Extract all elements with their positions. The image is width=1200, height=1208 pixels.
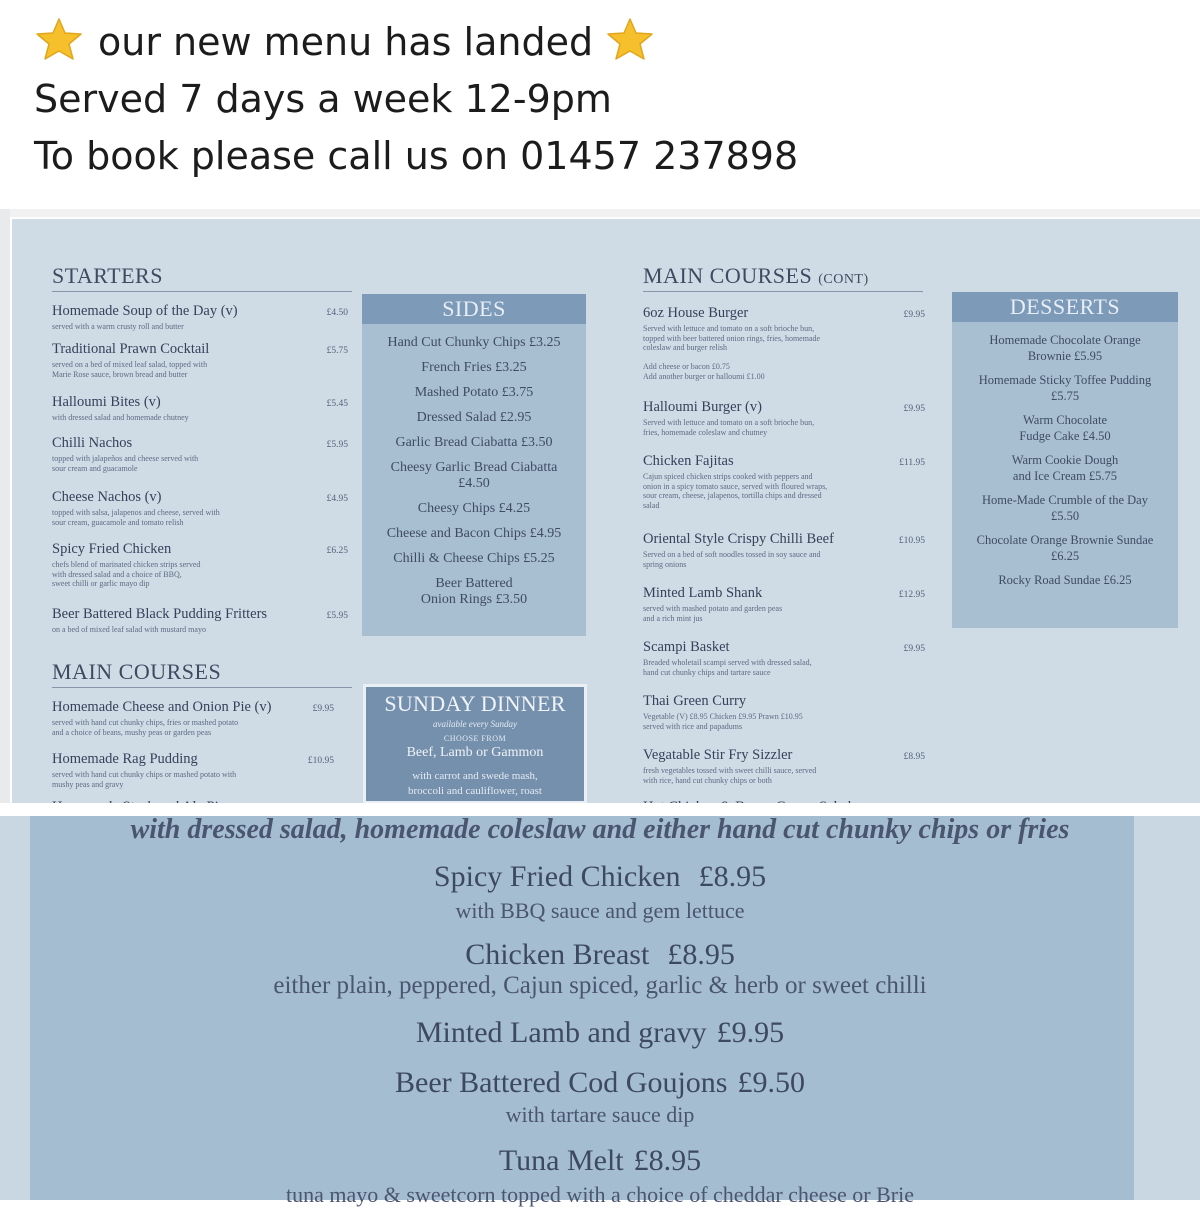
- dessert-item: Home-Made Crumble of the Day £5.50: [982, 493, 1148, 523]
- side-item: Chilli & Cheese Chips £5.25: [393, 550, 555, 566]
- starter-item: Homemade Soup of the Day (v) £4.50 served with a warm crusty roll and butter: [52, 303, 348, 331]
- menu-photo[interactable]: [0, 209, 1200, 803]
- starter-item: Traditional Prawn Cocktail £5.75 served on a bed of mixed leaf salad, topped with Marie Rose sauce, brown bread and butter: [52, 341, 348, 379]
- sunday-dinner-options: Beef, Lamb or Gammon: [406, 745, 544, 760]
- side-item: Mashed Potato £3.75: [414, 384, 534, 400]
- sunday-dinner-availability: available every Sunday: [433, 719, 517, 729]
- caption-headline: our new menu has landed: [98, 20, 594, 64]
- menu-board: [12, 219, 1200, 803]
- side-item: Beer Battered Onion Rings £3.50: [420, 575, 528, 607]
- dessert-item: Homemade Chocolate Orange Brownie £5.95: [989, 333, 1141, 363]
- starter-item: Cheese Nachos (v) £4.95 topped with salsa, jalapenos and cheese, served with sour cream, guacamole and tomato relish: [52, 489, 348, 527]
- main-course-item: Oriental Style Crispy Chilli Beef £10.95 Served on a bed of soft noodles tossed in soy sauce and spring onions: [643, 531, 925, 569]
- caption-line-1: [34, 14, 1174, 71]
- dessert-item: Warm Chocolate Fudge Cake £4.50: [1019, 413, 1111, 443]
- main-courses-cont-heading: MAIN COURSES (CONT): [643, 263, 869, 288]
- main-course-item: Minted Lamb Shank £12.95 served with mashed potato and garden peas and a rich mint jus: [643, 585, 925, 623]
- special-item-name: Minted Lamb and gravy £9.95: [415, 1016, 785, 1049]
- sunday-dinner-heading: SUNDAY DINNER: [384, 691, 566, 716]
- sunday-dinner-choose: CHOOSE FROM: [443, 734, 507, 743]
- specials-photo[interactable]: [0, 814, 1200, 1207]
- sunday-dinner-panel: [363, 684, 587, 804]
- main-course-item: Scampi Basket £9.95 Breaded wholetail scampi served with dressed salad, hand cut chunky chips and tartare sauce: [643, 639, 925, 677]
- special-item-desc: tuna mayo & sweetcorn topped with a choice of cheddar cheese or Brie: [286, 1182, 914, 1207]
- side-item: Cheesy Garlic Bread Ciabatta £4.50: [390, 459, 558, 491]
- sides-panel: [362, 294, 586, 636]
- dessert-item: Warm Cookie Dough and Ice Cream £5.75: [1011, 453, 1119, 483]
- desserts-list: [952, 328, 1178, 592]
- main-course-item: Homemade Rag Pudding £10.95 served with hand cut chunky chips or mashed potato with mushy peas and gravy: [52, 751, 334, 789]
- main-course-item: Thai Green Curry Vegetable (V) £8.95 Chicken £9.95 Prawn £10.95 served with rice and papadums: [643, 693, 803, 731]
- main-course-item: Halloumi Burger (v) £9.95 Served with lettuce and tomato on a soft brioche bun, fries, homemade coleslaw and chutney: [643, 399, 925, 437]
- dessert-item: Homemade Sticky Toffee Pudding £5.75: [978, 373, 1152, 403]
- side-item: Garlic Bread Ciabatta £3.50: [395, 434, 553, 450]
- side-item: Cheese and Bacon Chips £4.95: [386, 525, 562, 541]
- desserts-heading: DESSERTS: [952, 292, 1178, 322]
- desserts-panel: [952, 292, 1178, 628]
- dessert-item: Chocolate Orange Brownie Sundae £6.25: [976, 533, 1154, 563]
- main-course-item: 6oz House Burger £9.95 Served with lettuce and tomato on a soft brioche bun, topped with beer battered onion rings, fries, homemade coleslaw and burger relish Add cheese or bacon £0.75 Add another burger or halloumi £1.00: [643, 305, 925, 381]
- sunday-dinner-accompaniments: with carrot and swede mash, broccoli and cauliflower, roast: [408, 770, 542, 797]
- special-item-name: Tuna Melt £8.95: [498, 1144, 702, 1177]
- side-item: Cheesy Chips £4.25: [417, 500, 531, 516]
- specials-intro: with dressed salad, homemade coleslaw and either hand cut chunky chips or fries: [130, 814, 1070, 845]
- special-item-desc: with tartare sauce dip: [505, 1102, 695, 1127]
- starter-item: Chilli Nachos £5.95 topped with jalapeños and cheese served with sour cream and guacamole: [52, 435, 348, 473]
- main-course-item: Homemade Cheese and Onion Pie (v) £9.95 served with hand cut chunky chips, fries or mashed potato and a choice of beans, mushy peas or garden peas: [52, 699, 334, 737]
- caption-hours: Served 7 days a week 12-9pm: [34, 77, 612, 121]
- special-item-name: Chicken Breast £8.95: [465, 938, 735, 971]
- photo-edge: [0, 209, 1200, 217]
- star-icon: [34, 17, 84, 61]
- main-courses-heading: MAIN COURSES: [52, 659, 222, 684]
- starters-heading: STARTERS: [52, 263, 163, 288]
- sides-list: [362, 330, 586, 612]
- main-courses-cont-rule: [643, 291, 923, 292]
- starters-rule: [52, 291, 352, 292]
- special-item-name: Beer Battered Cod Goujons £9.50: [395, 1066, 805, 1099]
- starter-item: Halloumi Bites (v) £5.45 with dressed salad and homemade chutney: [52, 394, 348, 422]
- starter-item: Spicy Fried Chicken £6.25 chefs blend of marinated chicken strips served with dressed salad and a choice of BBQ, sweet chilli or garlic mayo dip: [52, 541, 348, 588]
- special-item-name: Spicy Fried Chicken £8.95: [433, 860, 767, 893]
- main-course-item: Chicken Fajitas £11.95 Cajun spiced chicken strips cooked with peppers and onion in a spicy tomato sauce, served with floured wraps, sour cream, cheese, jalapenos, tortilla chips and dressed salad: [643, 453, 925, 510]
- dessert-item: Rocky Road Sundae £6.25: [998, 573, 1132, 587]
- post-caption: [34, 14, 1174, 185]
- side-item: Dressed Salad £2.95: [416, 409, 532, 425]
- special-item-desc: with BBQ sauce and gem lettuce: [455, 898, 745, 923]
- main-courses-rule: [52, 687, 352, 688]
- star-icon: [605, 17, 655, 61]
- side-item: Hand Cut Chunky Chips £3.25: [387, 334, 561, 350]
- special-item-desc: either plain, peppered, Cajun spiced, garlic & herb or sweet chilli: [273, 972, 927, 999]
- main-course-item: Vegatable Stir Fry Sizzler £8.95 fresh vegetables tossed with sweet chilli sauce, served with rice, hand cut chunky chips or both: [643, 747, 925, 785]
- photo-edge-left: [0, 209, 10, 803]
- side-item: French Fries £3.25: [421, 359, 527, 375]
- sides-heading: SIDES: [362, 294, 586, 324]
- caption-booking: To book please call us on 01457 237898: [34, 134, 799, 178]
- starter-item: Beer Battered Black Pudding Fritters £5.95 on a bed of mixed leaf salad with mustard mayo: [52, 606, 348, 634]
